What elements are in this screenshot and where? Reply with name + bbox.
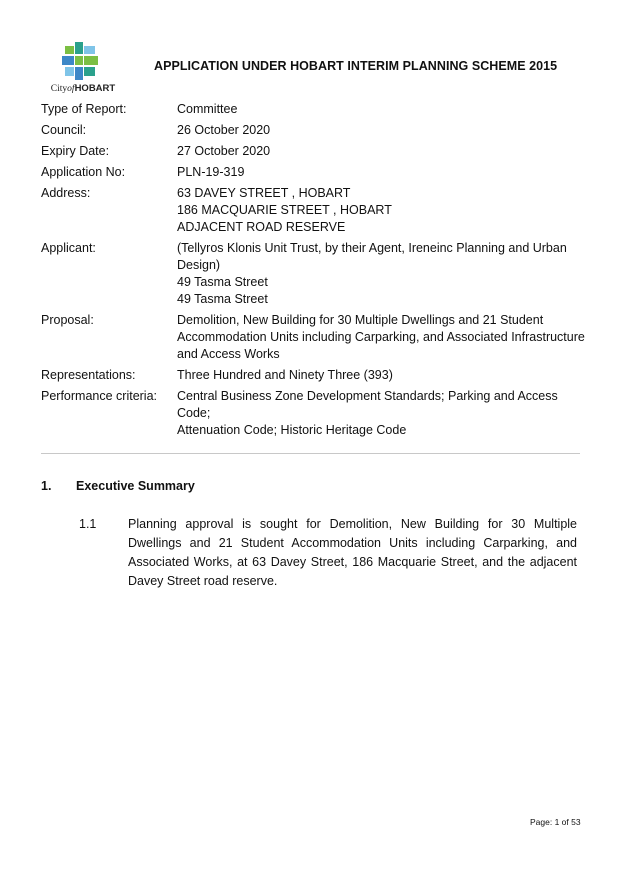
detail-label: Proposal: <box>41 313 94 327</box>
logo-bar <box>65 67 74 76</box>
divider <box>41 453 580 454</box>
paragraph-text: Planning approval is sought for Demolition, New Building for 30 Multiple Dwellings and 21 Student Accommodation Units including Carparking, and Associated Works, at 63 Davey Street, 186 Macquarie Street, and the adjacent Davey Street road reserve. <box>128 517 577 588</box>
detail-value <box>177 101 586 118</box>
detail-value-line: ADJACENT ROAD RESERVE <box>177 220 346 234</box>
detail-row <box>41 312 586 363</box>
logo-bar <box>84 67 95 76</box>
logo-bar <box>84 46 95 54</box>
page-number: Page: 1 of 53 <box>530 817 581 827</box>
logo-wordmark <box>44 83 122 94</box>
logo-prefix: City <box>50 84 68 94</box>
detail-value <box>177 312 586 363</box>
detail-label: Expiry Date: <box>41 144 110 158</box>
detail-row <box>41 101 586 118</box>
section-heading <box>41 479 195 493</box>
detail-label: Representations: <box>41 368 136 382</box>
detail-label: Application No: <box>41 165 126 179</box>
detail-value-line: Central Business Zone Development Standards; Parking and Access Code; <box>177 389 558 420</box>
application-details <box>41 101 586 443</box>
logo-bar <box>75 56 83 65</box>
detail-label: Council: <box>41 123 87 137</box>
logo-name: HOBART <box>74 83 116 94</box>
detail-label: Type of Report: <box>41 102 127 116</box>
detail-value <box>177 367 586 384</box>
hobart-logo-icon <box>62 42 98 80</box>
detail-value <box>177 122 586 139</box>
detail-value <box>177 240 586 308</box>
paragraph-1-1 <box>79 515 577 591</box>
logo-bar <box>75 42 83 54</box>
detail-value-line: 186 MACQUARIE STREET , HOBART <box>177 203 392 217</box>
detail-row <box>41 185 586 236</box>
detail-value-line: 49 Tasma Street <box>177 275 268 289</box>
city-of-hobart-logo <box>44 42 122 98</box>
logo-bar <box>65 46 74 54</box>
detail-row <box>41 122 586 139</box>
detail-row <box>41 240 586 308</box>
detail-label: Address: <box>41 186 91 200</box>
detail-row <box>41 143 586 160</box>
logo-of: of <box>67 84 75 94</box>
detail-value <box>177 164 586 181</box>
document-title: APPLICATION UNDER HOBART INTERIM PLANNING SCHEME 2015 <box>154 59 558 73</box>
logo-bar <box>62 56 74 65</box>
detail-value-line: 27 October 2020 <box>177 144 271 158</box>
detail-row <box>41 388 586 439</box>
detail-value-line: 26 October 2020 <box>177 123 271 137</box>
detail-value-line: Attenuation Code; Historic Heritage Code <box>177 423 407 437</box>
detail-label: Performance criteria: <box>41 389 158 403</box>
detail-row <box>41 164 586 181</box>
section-title: Executive Summary <box>76 479 195 493</box>
section-number: 1. <box>41 479 52 493</box>
detail-value <box>177 388 586 439</box>
detail-value-line: 63 DAVEY STREET , HOBART <box>177 186 351 200</box>
detail-value-line: (Tellyros Klonis Unit Trust, by their Agent, Ireneinc Planning and Urban Design) <box>177 241 567 272</box>
logo-bar <box>84 56 98 65</box>
detail-value-line: PLN-19-319 <box>177 165 245 179</box>
detail-row <box>41 367 586 384</box>
detail-value-line: Committee <box>177 102 238 116</box>
detail-value-line: 49 Tasma Street <box>177 292 268 306</box>
logo-bar <box>75 67 83 80</box>
detail-value-line: Demolition, New Building for 30 Multiple Dwellings and 21 Student Accommodation Units including Carparking, and Associated Infrastructure and Access Works <box>177 313 585 361</box>
detail-value <box>177 143 586 160</box>
detail-value-line: Three Hundred and Ninety Three (393) <box>177 368 393 382</box>
paragraph-number: 1.1 <box>79 517 97 531</box>
detail-value <box>177 185 586 236</box>
detail-label: Applicant: <box>41 241 96 255</box>
